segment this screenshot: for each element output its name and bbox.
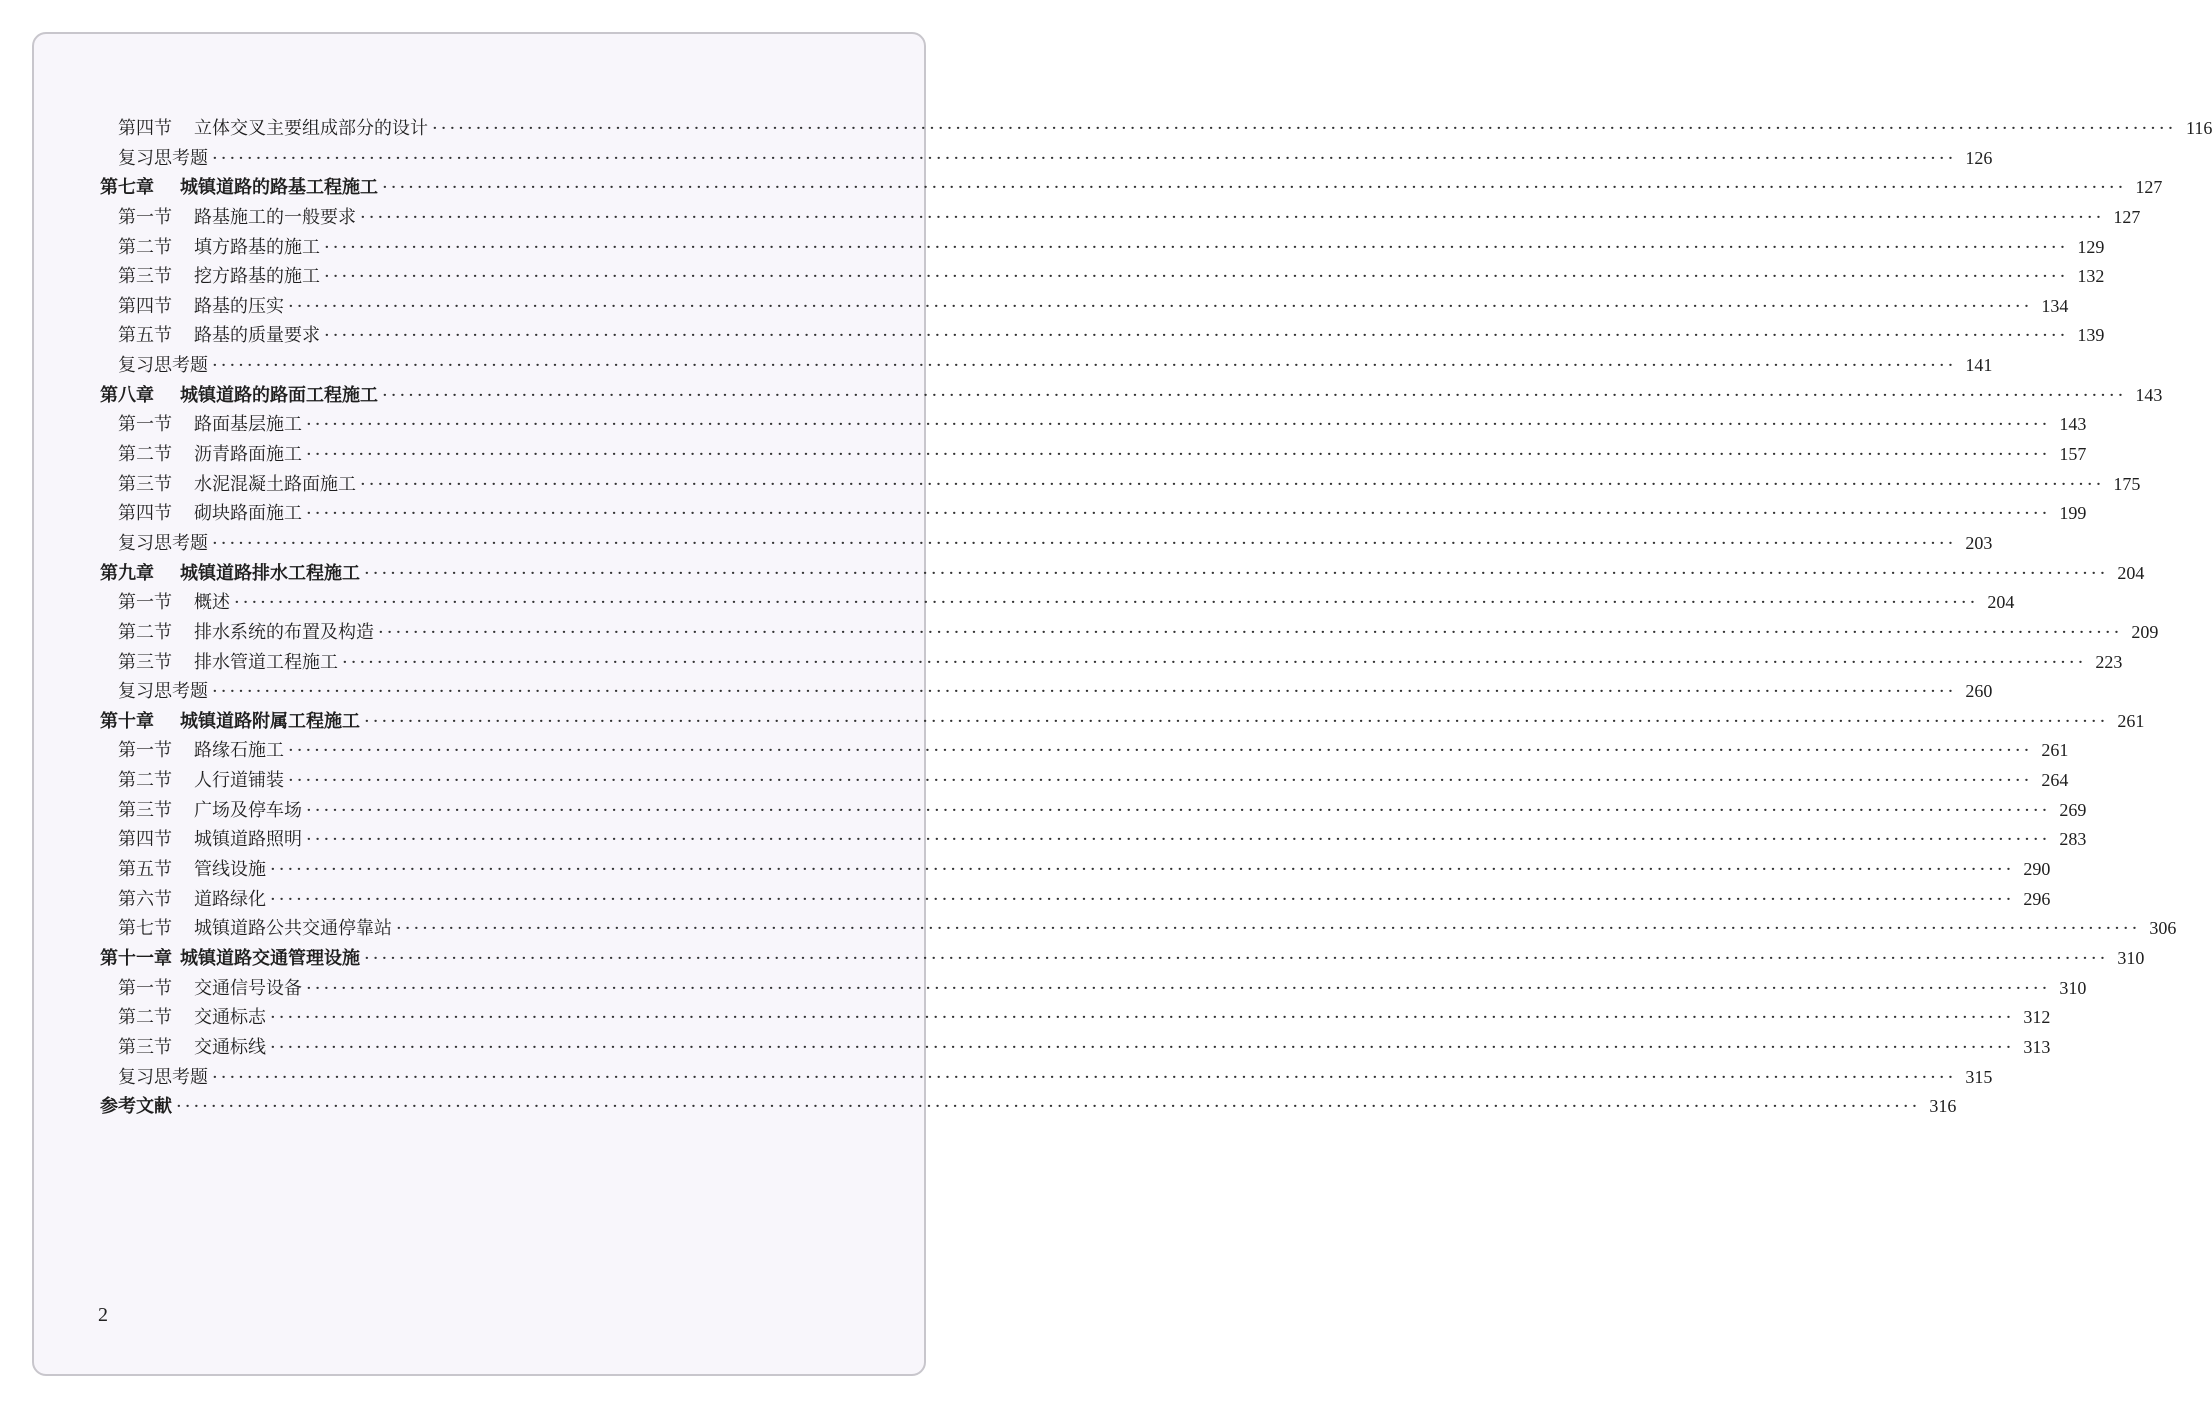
toc-entry-title: 道路绿化 (194, 888, 266, 910)
toc-entry-label (118, 974, 302, 1004)
toc-entry-number: 第二节 (118, 621, 172, 643)
toc-entry-section (96, 499, 2087, 529)
dot-leader: ········································································································································································································ (212, 355, 1957, 377)
toc-entry-number: 第三节 (118, 266, 172, 288)
toc-entry-title: 填方路基的施工 (194, 236, 320, 258)
toc-entry-label (118, 499, 302, 529)
toc-entry-label (118, 855, 266, 885)
toc-entry-number: 第三节 (118, 799, 172, 821)
table-of-contents (96, 114, 2212, 1122)
toc-entry-title: 排水管道工程施工 (194, 651, 338, 673)
toc-entry-page: 129 (2077, 236, 2105, 257)
toc-entry-number: 第七章 (100, 177, 154, 199)
dot-leader: ········································································································································································································ (364, 562, 2109, 584)
toc-entry-page: 313 (2023, 1036, 2051, 1057)
toc-entry-page: 199 (2059, 503, 2087, 524)
toc-entry-label (118, 825, 302, 855)
toc-entry-title: 复习思考题 (118, 355, 208, 377)
toc-entry-page: 290 (2023, 859, 2051, 880)
toc-entry-title: 排水系统的布置及构造 (194, 621, 374, 643)
dot-leader: ········································································································································································································ (234, 592, 1979, 614)
dot-leader: ········································································································································································································ (396, 918, 2141, 940)
dot-leader: ········································································································································································································ (270, 1007, 2015, 1029)
toc-entry-title: 城镇道路交通管理设施 (180, 947, 360, 969)
toc-entry-label (118, 262, 320, 292)
toc-entry-page: 157 (2059, 444, 2087, 465)
toc-entry-title: 城镇道路公共交通停靠站 (194, 918, 392, 940)
toc-entry-title: 城镇道路附属工程施工 (180, 710, 360, 732)
toc-entry-number: 第五节 (118, 859, 172, 881)
toc-entry-section (96, 233, 2105, 263)
toc-entry-chapter (96, 707, 2145, 737)
toc-entry-number: 第六节 (118, 888, 172, 910)
dot-leader: ········································································································································································································ (306, 503, 2051, 525)
dot-leader: ········································································································································································································ (324, 325, 2069, 347)
toc-entry-page: 175 (2113, 473, 2141, 494)
toc-entry-number: 第二节 (118, 444, 172, 466)
dot-leader: ········································································································································································································ (378, 621, 2123, 643)
toc-entry-review (96, 144, 1993, 174)
toc-entry-label (100, 944, 360, 974)
dot-leader: ········································································································································································································ (212, 681, 1957, 703)
toc-entry-number: 第八章 (100, 384, 154, 406)
toc-entry-title: 复习思考题 (118, 532, 208, 554)
toc-entry-title: 城镇道路的路基工程施工 (180, 177, 378, 199)
toc-entry-title: 砌块路面施工 (194, 503, 302, 525)
dot-leader: ········································································································································································································ (432, 118, 2177, 139)
dot-leader: ········································································································································································································ (306, 414, 2051, 436)
dot-leader: ········································································································································································································ (382, 384, 2127, 406)
dot-leader: ········································································································································································································ (212, 532, 1957, 554)
dot-leader: ········································································································································································································ (324, 236, 2069, 258)
toc-entry-title: 人行道铺装 (194, 770, 284, 792)
toc-entry-number: 第二节 (118, 236, 172, 258)
toc-entry-label (118, 203, 356, 233)
toc-entry-title: 参考文献 (100, 1096, 172, 1118)
toc-entry-title: 城镇道路排水工程施工 (180, 562, 360, 584)
dot-leader: ········································································································································································································ (342, 651, 2087, 673)
toc-entry-page: 223 (2095, 651, 2123, 672)
dot-leader: ········································································································································································································ (288, 770, 2033, 792)
toc-entry-label (118, 321, 320, 351)
toc-entry-page: 127 (2135, 177, 2163, 198)
toc-entry-section (96, 588, 2015, 618)
toc-entry-review (96, 351, 1993, 381)
toc-entry-title: 路基施工的一般要求 (194, 206, 356, 228)
toc-entry-label (118, 1033, 266, 1063)
toc-entry-number: 第四节 (118, 118, 172, 139)
toc-entry-label (100, 381, 378, 411)
toc-entry-number: 第二节 (118, 1007, 172, 1029)
toc-entry-page: 283 (2059, 829, 2087, 850)
toc-entry-label (100, 1092, 172, 1122)
toc-entry-page: 204 (2117, 562, 2145, 583)
toc-entry-section (96, 114, 2212, 144)
toc-entry-title: 复习思考题 (118, 681, 208, 703)
toc-entry-page: 143 (2135, 384, 2163, 405)
toc-entry-refs (96, 1092, 1957, 1122)
toc-entry-label (118, 233, 320, 263)
dot-leader: ········································································································································································································ (306, 829, 2051, 851)
toc-entry-title: 水泥混凝土路面施工 (194, 473, 356, 495)
toc-entry-number: 第一节 (118, 206, 172, 228)
toc-entry-page: 116 (2186, 118, 2212, 138)
toc-entry-title: 城镇道路的路面工程施工 (180, 384, 378, 406)
toc-entry-section (96, 1003, 2051, 1033)
toc-entry-label (118, 410, 302, 440)
toc-entry-page: 260 (1965, 681, 1993, 702)
toc-entry-section (96, 648, 2123, 678)
toc-entry-section (96, 736, 2069, 766)
toc-entry-title: 沥青路面施工 (194, 444, 302, 466)
toc-entry-page: 143 (2059, 414, 2087, 435)
toc-entry-number: 第二节 (118, 770, 172, 792)
toc-entry-section (96, 914, 2177, 944)
toc-entry-number: 第四节 (118, 503, 172, 525)
dot-leader: ········································································································································································································ (364, 710, 2109, 732)
toc-entry-label (118, 618, 374, 648)
toc-entry-page: 132 (2077, 266, 2105, 287)
dot-leader: ········································································································································································································ (306, 444, 2051, 466)
toc-entry-title: 交通标志 (194, 1007, 266, 1029)
toc-entry-section (96, 855, 2051, 885)
toc-entry-chapter (96, 944, 2145, 974)
toc-entry-section (96, 440, 2087, 470)
toc-entry-label (100, 559, 360, 589)
toc-entry-chapter (96, 173, 2163, 203)
toc-entry-number: 第七节 (118, 918, 172, 940)
toc-entry-number: 第十章 (100, 710, 154, 732)
toc-entry-page: 269 (2059, 799, 2087, 820)
toc-entry-section (96, 321, 2105, 351)
toc-entry-number: 第一节 (118, 592, 172, 614)
dot-leader: ········································································································································································································ (306, 977, 2051, 999)
toc-entry-section (96, 825, 2087, 855)
toc-entry-title: 路缘石施工 (194, 740, 284, 762)
dot-leader: ········································································································································································································ (364, 947, 2109, 969)
toc-entry-title: 路基的压实 (194, 295, 284, 317)
toc-entry-label (118, 114, 428, 144)
toc-entry-page: 126 (1965, 147, 1993, 168)
toc-entry-section (96, 203, 2141, 233)
toc-entry-title: 路基的质量要求 (194, 325, 320, 347)
toc-entry-page: 316 (1929, 1096, 1957, 1117)
toc-entry-label (118, 440, 302, 470)
toc-entry-section (96, 885, 2051, 915)
toc-entry-label (118, 796, 302, 826)
toc-entry-page: 264 (2041, 770, 2069, 791)
toc-entry-page: 310 (2117, 947, 2145, 968)
toc-entry-page: 141 (1965, 355, 1993, 376)
dot-leader: ········································································································································································································ (176, 1096, 1921, 1118)
dot-leader: ········································································································································································································ (382, 177, 2127, 199)
toc-entry-title: 概述 (194, 592, 230, 614)
toc-entry-page: 261 (2117, 710, 2145, 731)
toc-entry-section (96, 470, 2141, 500)
page-number: 2 (98, 1304, 108, 1326)
toc-entry-title: 挖方路基的施工 (194, 266, 320, 288)
toc-entry-review (96, 677, 1993, 707)
toc-entry-label (118, 292, 284, 322)
toc-entry-section (96, 262, 2105, 292)
toc-entry-page: 127 (2113, 206, 2141, 227)
toc-entry-label (118, 144, 208, 174)
toc-entry-page: 296 (2023, 888, 2051, 909)
dot-leader: ········································································································································································································ (306, 799, 2051, 821)
toc-entry-page: 315 (1965, 1066, 1993, 1087)
toc-entry-number: 第三节 (118, 1036, 172, 1058)
toc-entry-title: 管线设施 (194, 859, 266, 881)
toc-entry-number: 第四节 (118, 295, 172, 317)
toc-entry-title: 城镇道路照明 (194, 829, 302, 851)
toc-entry-page: 204 (1987, 592, 2015, 613)
toc-entry-title: 广场及停车场 (194, 799, 302, 821)
toc-entry-page: 134 (2041, 295, 2069, 316)
toc-entry-label (118, 1063, 208, 1093)
toc-entry-number: 第三节 (118, 473, 172, 495)
toc-entry-review (96, 1063, 1993, 1093)
toc-entry-label (100, 173, 378, 203)
dot-leader: ········································································································································································································ (360, 206, 2105, 228)
dot-leader: ········································································································································································································ (288, 295, 2033, 317)
toc-entry-title: 立体交叉主要组成部分的设计 (194, 118, 428, 139)
toc-entry-label (118, 677, 208, 707)
toc-entry-label (118, 529, 208, 559)
toc-entry-label (118, 588, 230, 618)
toc-entry-section (96, 1033, 2051, 1063)
toc-entry-label (118, 648, 338, 678)
toc-entry-page: 261 (2041, 740, 2069, 761)
dot-leader: ········································································································································································································ (270, 859, 2015, 881)
toc-entry-label (100, 707, 360, 737)
toc-entry-page: 203 (1965, 532, 1993, 553)
dot-leader: ········································································································································································································ (288, 740, 2033, 762)
toc-entry-number: 第一节 (118, 977, 172, 999)
toc-entry-title: 交通标线 (194, 1036, 266, 1058)
toc-entry-page: 306 (2149, 918, 2177, 939)
toc-entry-label (118, 885, 266, 915)
dot-leader: ········································································································································································································ (270, 1036, 2015, 1058)
toc-entry-title: 路面基层施工 (194, 414, 302, 436)
toc-entry-section (96, 410, 2087, 440)
toc-entry-number: 第五节 (118, 325, 172, 347)
toc-entry-number: 第一节 (118, 740, 172, 762)
toc-entry-title: 复习思考题 (118, 147, 208, 169)
toc-entry-review (96, 529, 1993, 559)
toc-entry-page: 310 (2059, 977, 2087, 998)
toc-entry-number: 第三节 (118, 651, 172, 673)
toc-entry-label (118, 914, 392, 944)
dot-leader: ········································································································································································································ (324, 266, 2069, 288)
toc-entry-page: 139 (2077, 325, 2105, 346)
dot-leader: ········································································································································································································ (212, 147, 1957, 169)
toc-entry-number: 第四节 (118, 829, 172, 851)
toc-entry-chapter (96, 559, 2145, 589)
toc-entry-number: 第一节 (118, 414, 172, 436)
dot-leader: ········································································································································································································ (212, 1066, 1957, 1088)
toc-entry-section (96, 766, 2069, 796)
dot-leader: ········································································································································································································ (270, 888, 2015, 910)
toc-entry-label (118, 766, 284, 796)
toc-entry-label (118, 351, 208, 381)
toc-entry-number: 第十一章 (100, 947, 172, 969)
toc-entry-label (118, 736, 284, 766)
toc-entry-section (96, 974, 2087, 1004)
toc-entry-number: 第九章 (100, 562, 154, 584)
toc-entry-section (96, 618, 2159, 648)
toc-entry-label (118, 470, 356, 500)
toc-entry-page: 312 (2023, 1007, 2051, 1028)
toc-entry-chapter (96, 381, 2163, 411)
toc-entry-page: 209 (2131, 621, 2159, 642)
toc-entry-title: 交通信号设备 (194, 977, 302, 999)
toc-entry-section (96, 796, 2087, 826)
toc-entry-label (118, 1003, 266, 1033)
dot-leader: ········································································································································································································ (360, 473, 2105, 495)
book-page (32, 32, 2212, 1376)
toc-entry-section (96, 292, 2069, 322)
toc-entry-title: 复习思考题 (118, 1066, 208, 1088)
